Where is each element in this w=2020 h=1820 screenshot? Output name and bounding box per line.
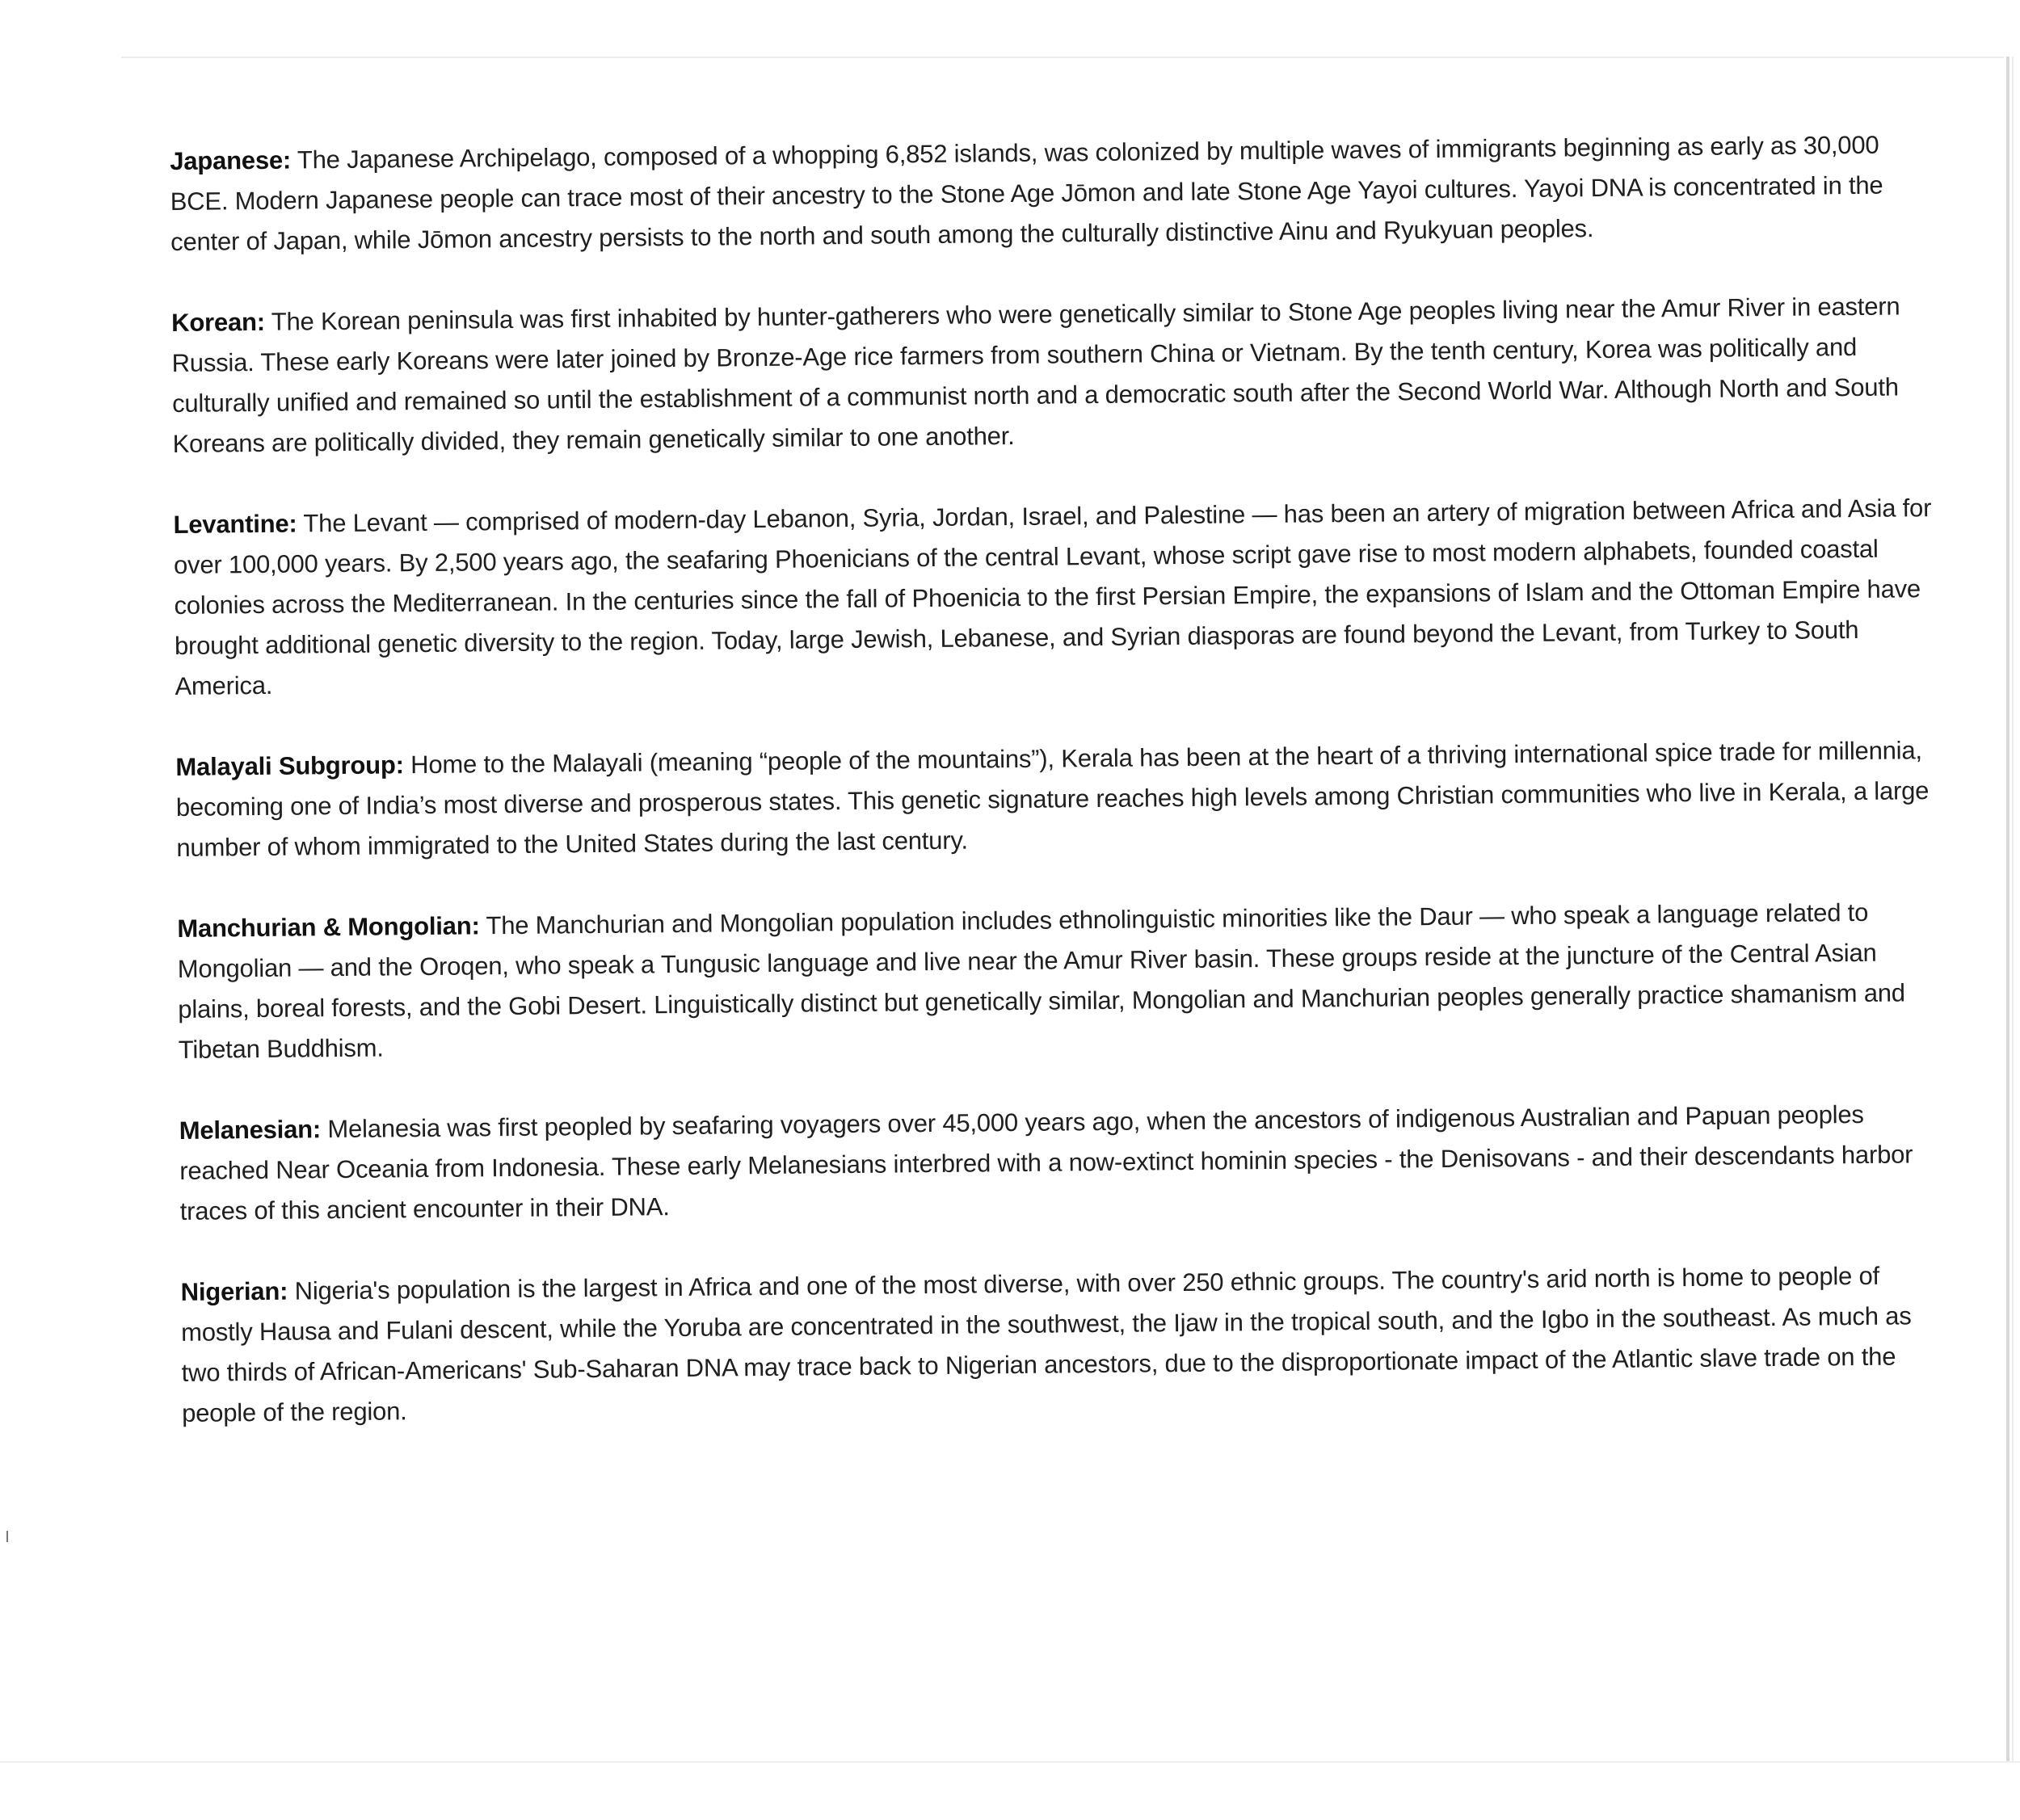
entry-malayali-subgroup [175, 730, 1938, 868]
entry-japanese [170, 124, 1932, 263]
entry-manchurian-mongolian [177, 892, 1940, 1070]
scan-mark [6, 1531, 8, 1542]
entry-term: Korean: [170, 307, 266, 337]
scan-edge-top [121, 57, 2004, 58]
entry-korean [171, 286, 1934, 464]
entry-nigerian [180, 1255, 1943, 1434]
glossary-content [170, 124, 1944, 1474]
entry-text: The Levant — comprised of modern-day Lebanon, Syria, Jordan, Israel, and Palestine — has been an artery of migration between Africa and Asia for over 100,000 years. By 2,500 years ago, the seafaring Phoenicians of the central Levant, whose script gave rise to most modern alphabets, founded coastal colonies across the Mediterranean. In the centuries since the fall of Phoenicia to the first Persian Empire, the expansions of Islam and the Ottoman Empire have brought additional genetic diversity to the region. Today, large Jewish, Lebanese, and Syrian diasporas are found beyond the Levant, from Turkey to South America. [173, 494, 1932, 700]
scan-edge-right [2006, 57, 2009, 1761]
scan-edge-right-inner [2012, 57, 2014, 1761]
entry-term: Levantine: [173, 509, 297, 539]
entry-term: Manchurian & Mongolian: [177, 911, 480, 943]
entry-text: The Korean peninsula was first inhabited by hunter-gatherers who were genetically similar to Stone Age peoples living near the Amur River in eastern Russia. These early Koreans were later joined by Bronze-Age rice farmers from southern China or Vietnam. By the tenth century, Korea was politically and culturally unified and remained so until the establishment of a communist north and a democratic south after the Second World War. Although North and South Koreans are politically divided, they remain genetically similar to one another. [171, 292, 1900, 458]
entry-text: The Japanese Archipelago, composed of a whopping 6,852 islands, was colonized by multiple waves of immigrants beginning as early as 30,000 BCE. Modern Japanese people can trace most of their ancestry to the Stone Age Jōmon and late Stone Age Yayoi cultures. Yayoi DNA is concentrated in the center of Japan, while Jōmon ancestry persists to the north and south among the culturally distinctive Ainu and Ryukyuan peoples. [170, 130, 1883, 256]
entry-text: Nigeria's population is the largest in Africa and one of the most diverse, with over 250 ethnic groups. The country's arid north is home to people of mostly Hausa and Fulani descent, while the Yoruba are concentrated in the southwest, the Ijaw in the tropical south, and the Igbo in the southeast. As much as two thirds of African-Americans' Sub-Saharan DNA may trace back to Nigerian ancestors, due to the disproportionate impact of the Atlantic slave trade on the people of the region. [180, 1261, 1912, 1427]
entry-text: Melanesia was first peopled by seafaring voyagers over 45,000 years ago, when the ancestors of indigenous Australian and Papuan peoples reached Near Oceania from Indonesia. These early Melanesians interbred with a now-extinct hominin species - the Denisovans - and their descendants harbor traces of this ancient encounter in their DNA. [179, 1099, 1913, 1225]
entry-term: Japanese: [170, 145, 292, 175]
entry-text: Home to the Malayali (meaning “people of the mountains”), Kerala has been at the heart of a thriving international spice trade for millennia, becoming one of India’s most diverse and prosperous states. This genetic signature reaches high levels among Christian communities who live in Kerala, a large number of whom immigrated to the United States during the last century. [175, 736, 1930, 862]
entry-term: Melanesian: [179, 1115, 322, 1145]
entry-levantine [173, 488, 1936, 707]
entry-melanesian [179, 1094, 1942, 1232]
entry-term: Malayali Subgroup: [175, 750, 404, 781]
entry-term: Nigerian: [180, 1276, 288, 1306]
scan-edge-bottom [0, 1761, 2020, 1763]
entry-text: The Manchurian and Mongolian population includes ethnolinguistic minorities like the Daur — who speak a language related to Mongolian — and the Oroqen, who speak a Tungusic language and live near the Amur River basin. These groups reside at the juncture of the Central Asian plains, boreal forests, and the Gobi Desert. Linguistically distinct but genetically similar, Mongolian and Manchurian peoples generally practice shamanism and Tibetan Buddhism. [177, 897, 1906, 1064]
